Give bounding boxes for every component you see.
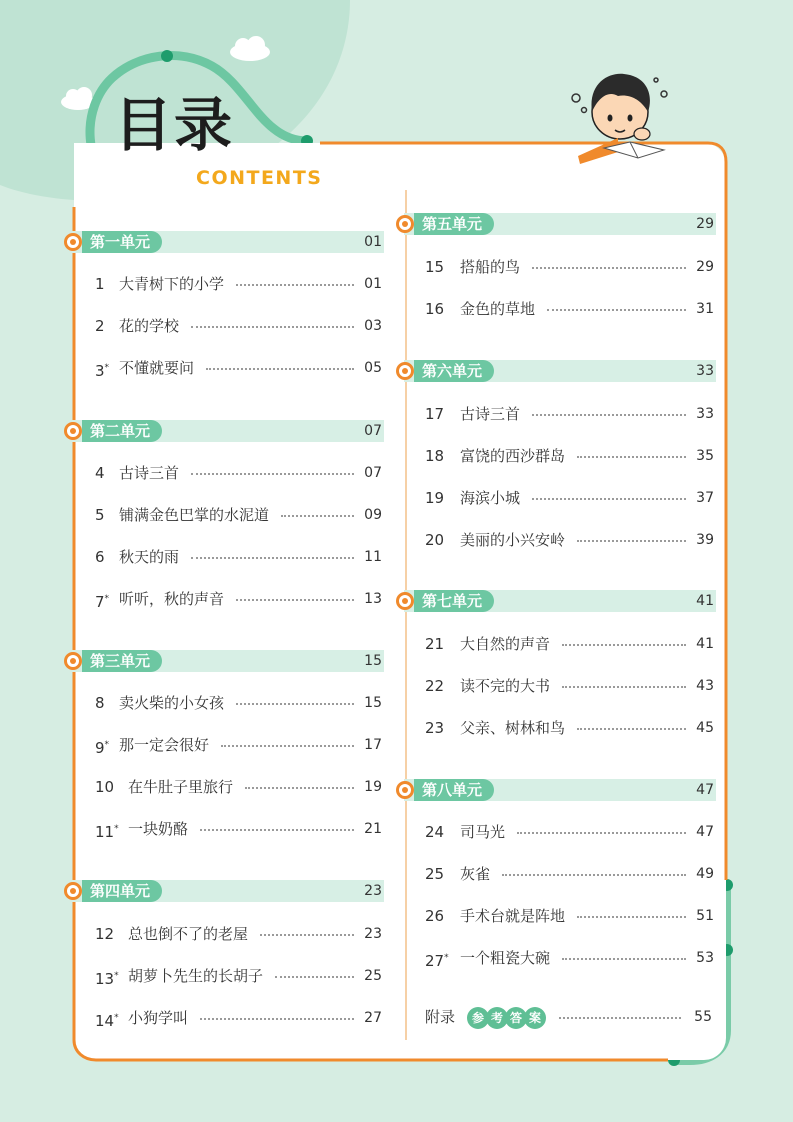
unit-header[interactable] bbox=[72, 420, 384, 442]
unit-page: 15 bbox=[364, 653, 382, 669]
dotted-leader bbox=[191, 557, 354, 559]
lesson-optional-mark: * bbox=[114, 971, 119, 981]
unit-marker-icon bbox=[396, 781, 414, 799]
lesson-page: 09 bbox=[364, 507, 382, 523]
lesson-page: 13 bbox=[364, 591, 382, 607]
lesson-item[interactable] bbox=[95, 462, 382, 484]
lesson-number: 22 bbox=[425, 677, 445, 695]
lesson-page: 03 bbox=[364, 318, 382, 334]
unit-header[interactable] bbox=[72, 880, 384, 902]
dotted-leader bbox=[577, 728, 686, 730]
dotted-leader bbox=[577, 540, 686, 542]
appendix-item[interactable] bbox=[425, 1006, 712, 1028]
lesson-number: 10 bbox=[95, 778, 115, 796]
boy-reading-illustration bbox=[568, 68, 678, 164]
lesson-title: 胡萝卜先生的长胡子 bbox=[128, 967, 264, 985]
lesson-number: 7* bbox=[95, 593, 110, 611]
lesson-title: 那一定会很好 bbox=[119, 736, 210, 754]
dotted-leader bbox=[260, 934, 354, 936]
lesson-title: 海滨小城 bbox=[460, 489, 521, 507]
lesson-page: 01 bbox=[364, 276, 382, 292]
lesson-title: 一块奶酪 bbox=[128, 820, 189, 838]
lesson-title: 在牛肚子里旅行 bbox=[128, 778, 234, 796]
lesson-title: 富饶的西沙群岛 bbox=[460, 447, 566, 465]
lesson-number: 12 bbox=[95, 925, 115, 943]
dotted-leader bbox=[281, 515, 354, 517]
unit-marker-icon bbox=[64, 422, 82, 440]
dotted-leader bbox=[532, 414, 686, 416]
unit-label: 第一单元 bbox=[82, 231, 162, 253]
unit-page: 29 bbox=[696, 216, 714, 232]
lesson-item[interactable] bbox=[95, 273, 382, 295]
unit-label: 第三单元 bbox=[82, 650, 162, 672]
lesson-item[interactable] bbox=[95, 1007, 382, 1029]
lesson-number: 2 bbox=[95, 317, 105, 335]
lesson-title: 灰雀 bbox=[460, 865, 491, 883]
lesson-item[interactable] bbox=[425, 529, 714, 551]
unit-page: 07 bbox=[364, 423, 382, 439]
lesson-number: 8 bbox=[95, 694, 105, 712]
appendix-page: 55 bbox=[694, 1009, 712, 1025]
lesson-title: 听听，秋的声音 bbox=[119, 590, 225, 608]
dotted-leader bbox=[517, 832, 686, 834]
unit-marker-icon bbox=[396, 362, 414, 380]
lesson-number: 19 bbox=[425, 489, 445, 507]
lesson-number: 15 bbox=[425, 258, 445, 276]
unit-header[interactable] bbox=[72, 231, 384, 253]
unit-header[interactable] bbox=[404, 360, 716, 382]
lesson-number: 18 bbox=[425, 447, 445, 465]
lesson-page: 51 bbox=[696, 908, 714, 924]
lesson-number: 3* bbox=[95, 362, 110, 380]
lesson-item[interactable] bbox=[95, 692, 382, 714]
lesson-page: 15 bbox=[364, 695, 382, 711]
lesson-item[interactable] bbox=[425, 256, 714, 278]
lesson-page: 43 bbox=[696, 678, 714, 694]
unit-page: 41 bbox=[696, 593, 714, 609]
lesson-item[interactable] bbox=[95, 923, 382, 945]
lesson-title: 金色的草地 bbox=[460, 300, 536, 318]
unit-label: 第八单元 bbox=[414, 779, 494, 801]
lesson-page: 49 bbox=[696, 866, 714, 882]
lesson-title: 大青树下的小学 bbox=[119, 275, 225, 293]
dotted-leader bbox=[577, 456, 686, 458]
lesson-title: 秋天的雨 bbox=[119, 548, 180, 566]
unit-label: 第六单元 bbox=[414, 360, 494, 382]
lesson-item[interactable] bbox=[425, 633, 714, 655]
lesson-item[interactable] bbox=[425, 905, 714, 927]
unit-header[interactable] bbox=[404, 779, 716, 801]
lesson-number: 25 bbox=[425, 865, 445, 883]
answer-badge: 参 bbox=[467, 1007, 489, 1029]
lesson-number: 16 bbox=[425, 300, 445, 318]
dotted-leader bbox=[200, 829, 354, 831]
unit-marker-icon bbox=[396, 215, 414, 233]
lesson-item[interactable] bbox=[425, 445, 714, 467]
lesson-title: 古诗三首 bbox=[119, 464, 180, 482]
lesson-page: 35 bbox=[696, 448, 714, 464]
lesson-page: 27 bbox=[364, 1010, 382, 1026]
dotted-leader bbox=[562, 644, 686, 646]
lesson-number: 9* bbox=[95, 739, 110, 757]
lesson-optional-mark: * bbox=[114, 1013, 119, 1023]
lesson-page: 53 bbox=[696, 950, 714, 966]
lesson-number: 13* bbox=[95, 970, 119, 988]
dotted-leader bbox=[236, 703, 354, 705]
lesson-number: 6 bbox=[95, 548, 105, 566]
lesson-number: 4 bbox=[95, 464, 105, 482]
dotted-leader bbox=[200, 1018, 354, 1020]
lesson-item[interactable] bbox=[425, 298, 714, 320]
lesson-title: 古诗三首 bbox=[460, 405, 521, 423]
lesson-page: 11 bbox=[364, 549, 382, 565]
lesson-page: 37 bbox=[696, 490, 714, 506]
lesson-page: 05 bbox=[364, 360, 382, 376]
answer-badges bbox=[467, 1006, 543, 1029]
dotted-leader bbox=[191, 473, 354, 475]
dotted-leader bbox=[275, 976, 354, 978]
lesson-number: 14* bbox=[95, 1012, 119, 1030]
unit-marker-icon bbox=[64, 652, 82, 670]
lesson-item[interactable] bbox=[95, 734, 382, 756]
lesson-title: 不懂就要问 bbox=[119, 359, 195, 377]
lesson-title: 一个粗瓷大碗 bbox=[460, 949, 551, 967]
lesson-title: 手术台就是阵地 bbox=[460, 907, 566, 925]
lesson-number: 21 bbox=[425, 635, 445, 653]
lesson-page: 31 bbox=[696, 301, 714, 317]
dotted-leader bbox=[532, 498, 686, 500]
lesson-optional-mark: * bbox=[104, 363, 110, 373]
lesson-title: 搭船的鸟 bbox=[460, 258, 521, 276]
lesson-title: 铺满金色巴掌的水泥道 bbox=[119, 506, 270, 524]
unit-header[interactable] bbox=[404, 213, 716, 235]
lesson-number: 11* bbox=[95, 823, 119, 841]
lesson-number: 20 bbox=[425, 531, 445, 549]
lesson-item[interactable] bbox=[95, 546, 382, 568]
lesson-title: 小狗学叫 bbox=[128, 1009, 189, 1027]
dotted-leader bbox=[221, 745, 354, 747]
lesson-number: 27* bbox=[425, 952, 449, 970]
lesson-title: 花的学校 bbox=[119, 317, 180, 335]
lesson-page: 19 bbox=[364, 779, 382, 795]
lesson-number: 24 bbox=[425, 823, 445, 841]
unit-marker-icon bbox=[64, 882, 82, 900]
lesson-number: 5 bbox=[95, 506, 105, 524]
dotted-leader bbox=[562, 958, 686, 960]
lesson-number: 23 bbox=[425, 719, 445, 737]
dotted-leader bbox=[502, 874, 686, 876]
answer-badge: 答 bbox=[505, 1007, 527, 1029]
dotted-leader bbox=[245, 787, 354, 789]
lesson-page: 23 bbox=[364, 926, 382, 942]
unit-header[interactable] bbox=[404, 590, 716, 612]
dotted-leader bbox=[562, 686, 686, 688]
unit-page: 23 bbox=[364, 883, 382, 899]
unit-marker-icon bbox=[64, 233, 82, 251]
lesson-title: 读不完的大书 bbox=[460, 677, 551, 695]
lesson-optional-mark: * bbox=[114, 824, 119, 834]
dotted-leader bbox=[547, 309, 686, 311]
lesson-item[interactable] bbox=[95, 776, 382, 798]
dotted-leader bbox=[577, 916, 686, 918]
unit-label: 第四单元 bbox=[82, 880, 162, 902]
lesson-item[interactable] bbox=[425, 675, 714, 697]
dotted-leader bbox=[191, 326, 354, 328]
lesson-page: 21 bbox=[364, 821, 382, 837]
lesson-item[interactable] bbox=[425, 487, 714, 509]
lesson-page: 45 bbox=[696, 720, 714, 736]
lesson-page: 33 bbox=[696, 406, 714, 422]
lesson-item[interactable] bbox=[95, 965, 382, 987]
lesson-optional-mark: * bbox=[444, 953, 449, 963]
lesson-title: 美丽的小兴安岭 bbox=[460, 531, 566, 549]
lesson-item[interactable] bbox=[95, 818, 382, 840]
lesson-title: 大自然的声音 bbox=[460, 635, 551, 653]
lesson-page: 29 bbox=[696, 259, 714, 275]
dotted-leader bbox=[236, 599, 354, 601]
lesson-item[interactable] bbox=[425, 947, 714, 969]
answer-badge: 案 bbox=[524, 1007, 546, 1029]
unit-header[interactable] bbox=[72, 650, 384, 672]
appendix-label: 附录 bbox=[425, 1008, 456, 1026]
unit-label: 第五单元 bbox=[414, 213, 494, 235]
unit-page: 47 bbox=[696, 782, 714, 798]
answer-badge: 考 bbox=[486, 1007, 508, 1029]
lesson-title: 父亲、树林和鸟 bbox=[460, 719, 566, 737]
lesson-number: 26 bbox=[425, 907, 445, 925]
lesson-item[interactable] bbox=[425, 863, 714, 885]
lesson-page: 17 bbox=[364, 737, 382, 753]
lesson-item[interactable] bbox=[425, 403, 714, 425]
lesson-page: 07 bbox=[364, 465, 382, 481]
dotted-leader bbox=[532, 267, 686, 269]
unit-label: 第七单元 bbox=[414, 590, 494, 612]
lesson-optional-mark: * bbox=[104, 740, 110, 750]
lesson-page: 41 bbox=[696, 636, 714, 652]
lesson-item[interactable] bbox=[425, 821, 714, 843]
lesson-item[interactable] bbox=[95, 504, 382, 526]
dotted-leader bbox=[206, 368, 354, 370]
lesson-page: 39 bbox=[696, 532, 714, 548]
dotted-leader bbox=[236, 284, 354, 286]
unit-page: 33 bbox=[696, 363, 714, 379]
dotted-leader bbox=[559, 1017, 681, 1019]
lesson-number: 17 bbox=[425, 405, 445, 423]
lesson-item[interactable] bbox=[95, 357, 382, 379]
unit-marker-icon bbox=[396, 592, 414, 610]
lesson-number: 1 bbox=[95, 275, 105, 293]
lesson-page: 25 bbox=[364, 968, 382, 984]
page-subtitle: CONTENTS bbox=[196, 167, 323, 189]
lesson-title: 司马光 bbox=[460, 823, 506, 841]
lesson-page: 47 bbox=[696, 824, 714, 840]
lesson-item[interactable] bbox=[425, 717, 714, 739]
lesson-item[interactable] bbox=[95, 588, 382, 610]
unit-page: 01 bbox=[364, 234, 382, 250]
lesson-title: 总也倒不了的老屋 bbox=[128, 925, 249, 943]
lesson-optional-mark: * bbox=[104, 594, 110, 604]
unit-label: 第二单元 bbox=[82, 420, 162, 442]
lesson-item[interactable] bbox=[95, 315, 382, 337]
page-title: 目录 bbox=[114, 91, 235, 159]
lesson-title: 卖火柴的小女孩 bbox=[119, 694, 225, 712]
